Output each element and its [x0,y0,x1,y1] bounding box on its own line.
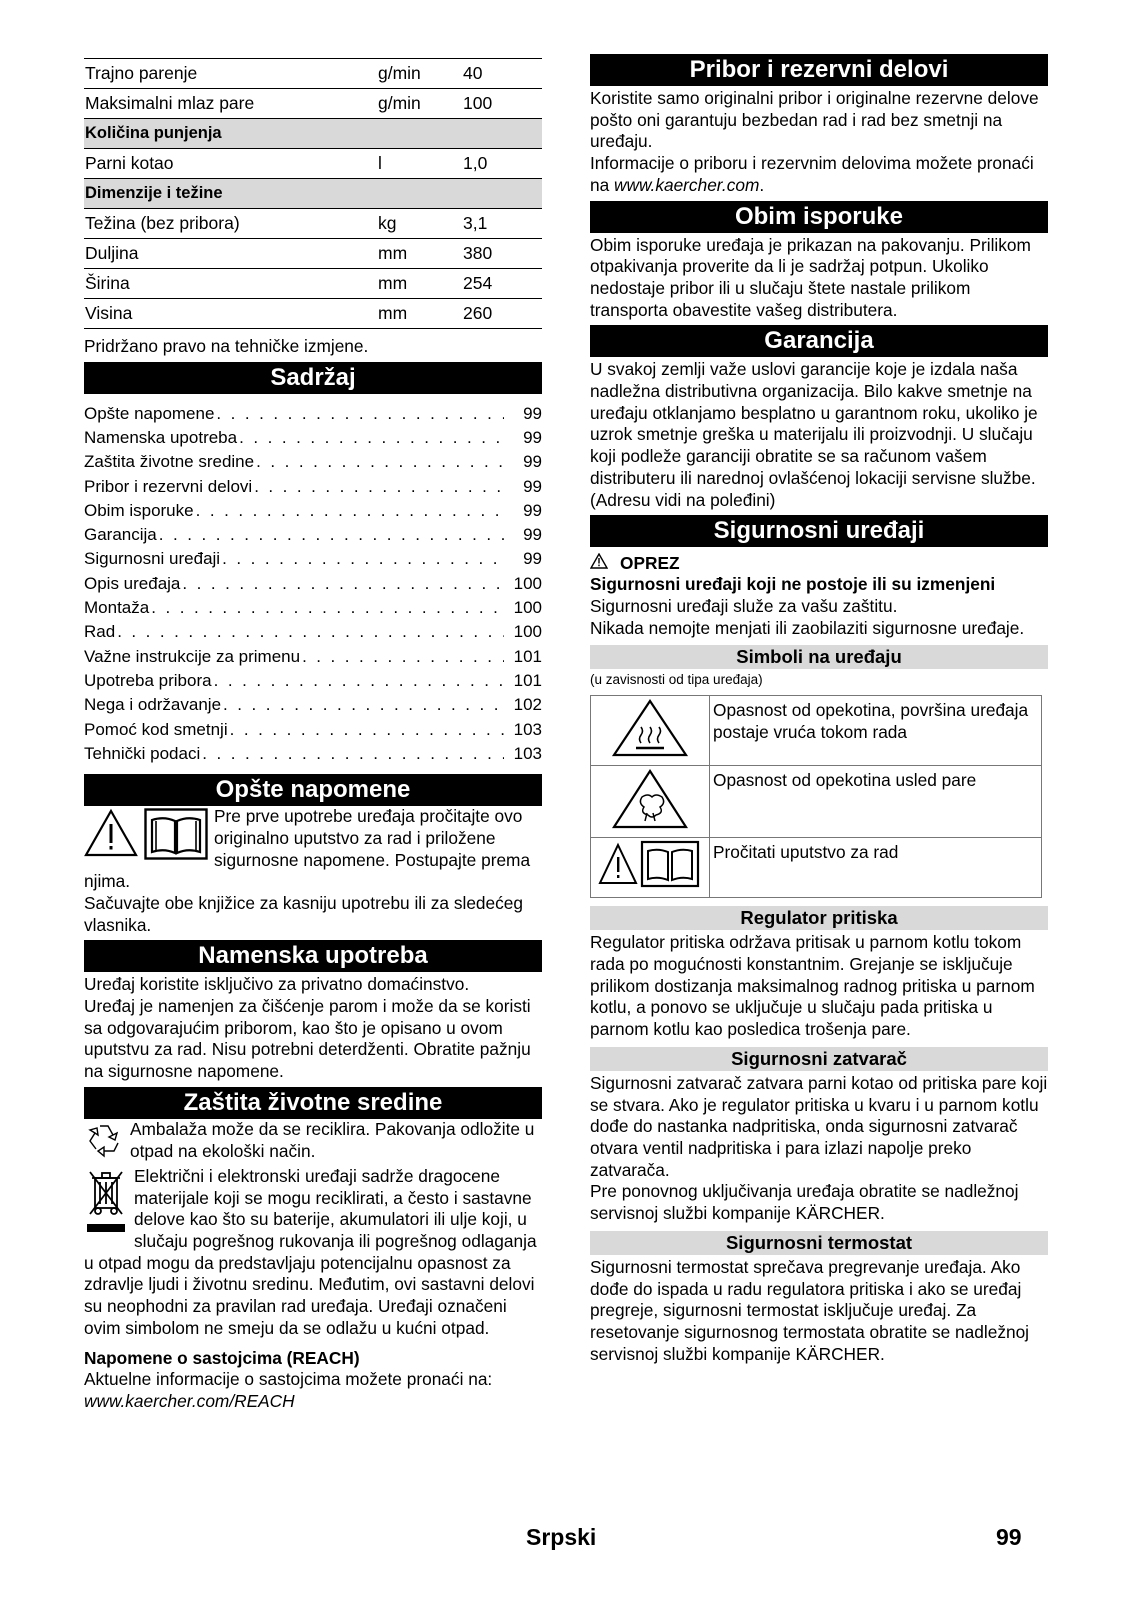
toc-leader-dots [202,742,504,766]
toc-entry[interactable] [84,596,542,620]
toc-entry-title: Opšte napomene [84,403,215,423]
toc-entry-page: 99 [523,476,542,496]
table-row [84,89,542,119]
toc-entry-page: 99 [523,452,542,472]
table-cell-value: 3,1 [462,209,542,239]
namenska-heading: Namenska upotreba [84,940,542,972]
toc-leader-dots [256,450,504,474]
zastita-recycling [84,1119,542,1162]
caution-title: Sigurnosni uređaji koji ne postoje ili su izmenjeni [590,574,996,595]
table-row [84,269,542,299]
toc-entry-title: Upotreba pribora [84,670,212,690]
toc-entry[interactable] [84,426,542,450]
toc-entry-page: 100 [513,598,542,618]
table-cell-label: Parni kotao [84,149,377,179]
sigurnosni-text-1: Sigurnosni uređaji služe za vašu zaštitu. [590,595,898,616]
caution-line [590,552,1048,574]
namenska-text-1: Uređaj koristite isključivo za privatno domaćinstvo. [84,974,470,995]
table-cell-value: 1,0 [462,149,542,179]
table-cell-unit: mm [377,299,462,329]
pribor-text-1: Koristite samo originalni pribor i originalne rezervne delove pošto oni garantuju bezbedan rad i rad bez smetnji na uređaju. [590,88,1039,152]
toc-leader-dots [117,620,504,644]
read-manual-icon [144,808,208,865]
table-cell-value: 380 [462,239,542,269]
pribor-heading: Pribor i rezervni delovi [590,54,1048,86]
toc-entry[interactable] [84,718,542,742]
toc-entry-page: 101 [513,670,542,690]
toc-entry[interactable] [84,475,542,499]
kaercher-link[interactable]: www.kaercher.com [614,174,760,195]
table-cell-unit: mm [377,269,462,299]
right-column [590,54,1048,1365]
toc-entry[interactable] [84,402,542,426]
table-row [84,299,542,329]
zastita-heading: Zaštita životne sredine [84,1087,542,1119]
toc-entry-page: 103 [513,719,542,739]
technical-data-table [84,58,542,329]
garancija-text-2: (Adresu vidi na poleđini) [590,489,776,510]
spec-note: Pridržano pravo na tehničke izmjene. [84,336,369,356]
toc-entry-page: 99 [523,500,542,520]
garancija-text-1: U svakoj zemlji važe uslovi garancije koje je izdala naša nadležna distributivna organizacija. Bilo kakve smetnje na uređaju otklanjamo besplatno u garantnom roku, ukoliko je uzrok smetnje greška u materijalu ili proizvodnji. U slučaju koji podleže garanciji obratite se sa računom vašem distributeru ili narednoj ovlašćenoj lokaciji servisne službe. [590,359,1038,488]
toc-entry-page: 99 [523,525,542,545]
toc-entry-title: Opis uređaja [84,573,181,593]
table-cell-label: Maksimalni mlaz pare [84,89,377,119]
reach-text: Aktuelne informacije o sastojcima možete pronaći na: [84,1369,493,1390]
toc-leader-dots [159,523,504,547]
symbol-row [591,838,1042,898]
toc-leader-dots [223,693,504,717]
sigurnosni-heading: Sigurnosni uređaji [590,515,1048,547]
toc-entry[interactable] [84,669,542,693]
opste-text-2: Sačuvajte obe knjižice za kasniju upotrebu ili za sledećeg vlasnika. [84,892,524,935]
opste-icons [84,808,208,865]
symbol-text: Opasnost od opekotina, površina uređaja postaje vruća tokom rada [710,696,1042,766]
left-column [84,58,542,1413]
toc-leader-dots [182,572,504,596]
toc-leader-dots [230,718,504,742]
table-row [84,209,542,239]
reach-link[interactable]: www.kaercher.com/REACH [84,1390,295,1411]
table-cell-label: Širina [84,269,377,299]
toc-entry[interactable] [84,450,542,474]
toc-entry-title: Obim isporuke [84,500,194,520]
table-cell-unit: g/min [377,59,462,89]
toc-heading: Sadržaj [84,362,542,394]
toc-entry-title: Zaštita životne sredine [84,452,255,472]
symbol-row [591,766,1042,838]
toc-leader-dots [216,402,504,426]
table-row [84,149,542,179]
table-section-row [84,119,542,149]
toc-entry-title: Garancija [84,525,157,545]
read-manual-icon [591,838,710,898]
table-cell-label: Količina punjenja [84,119,377,149]
table-cell-value [462,179,542,209]
termostat-heading: Sigurnosni termostat [590,1231,1048,1255]
toc-leader-dots [196,499,504,523]
toc-entry-page: 102 [513,695,542,715]
table-row [84,59,542,89]
termostat-text: Sigurnosni termostat sprečava pregrevanje uređaja. Ako dođe do ispada u radu regulatora pritiska i ako se uređaj pregreje, sigurnosni termostat isključuje uređaj. Za resetovanje sigurnosnog termostata obratite se nadležnoj servisnoj službi kompanije KÄRCHER. [590,1256,1030,1364]
zastita-weee [84,1166,542,1340]
opste-section [84,806,542,936]
toc-entry-page: 99 [523,549,542,569]
reach-heading: Napomene o sastojcima (REACH) [84,1347,360,1368]
namenska-text-2: Uređaj je namenjen za čišćenje parom i može da se koristi sa odgovarajućim priborom, kao što je opisano u ovom uputstvu za rad. Nisu potrebni deterdženti. Obratite pažnju na sigurnosne napomene. [84,996,531,1082]
steam-burn-warning-icon [591,766,710,838]
simboli-note: (u zavisnosti od tipa uređaja) [590,672,763,688]
table-cell-unit [377,119,462,149]
table-cell-unit: kg [377,209,462,239]
warning-triangle-icon [84,808,138,865]
toc-entry-title: Montaža [84,598,150,618]
regulator-text: Regulator pritiska održava pritisak u parnom kotlu tokom rada po mogućnosti konstantnim. Grejanje se isključuje prilikom dostizanja maksimalnog radnog pritiska u parnom kotlu, a ponovo se uključuje u slučaju pada pritiska u parnom kotlu kao posledica trošenja pare. [590,932,1035,1040]
table-row [84,239,542,269]
crossed-bin-icon [84,1168,128,1241]
pribor-text-2-pre: Informacije o priboru i rezervnim delovima možete pronaći na [590,153,1034,195]
pribor-text-2-post: . [759,174,765,195]
table-section-row [84,179,542,209]
toc-leader-dots [239,426,504,450]
symbol-text: Opasnost od opekotina usled pare [710,766,1042,838]
toc-leader-dots [151,596,504,620]
table-cell-label: Duljina [84,239,377,269]
toc-entry-page: 103 [513,743,542,763]
toc-entry-page: 101 [513,646,542,666]
simboli-heading: Simboli na uređaju [590,645,1048,669]
toc-leader-dots [222,547,504,571]
table-cell-unit [377,179,462,209]
toc-entry-title: Sigurnosni uređaji [84,549,221,569]
toc-entry-title: Važne instrukcije za primenu [84,646,301,666]
table-cell-label: Težina (bez pribora) [84,209,377,239]
table-cell-value: 40 [462,59,542,89]
recycling-icon [84,1121,124,1166]
toc-entry[interactable] [84,693,542,717]
symbol-row [591,696,1042,766]
toc-leader-dots [214,669,504,693]
sigurnosni-text-2: Nikada nemojte menjati ili zaobilaziti sigurnosne uređaje. [590,617,1025,638]
toc-entry-page: 99 [523,428,542,447]
garancija-heading: Garancija [590,325,1048,357]
pribor-text-2 [590,153,1048,196]
caution-label: OPREZ [620,552,680,573]
toc-entry-title: Pribor i rezervni delovi [84,476,253,496]
toc-entry-page: 100 [513,622,542,642]
toc-entry-title: Tehnički podaci [84,743,201,763]
regulator-heading: Regulator pritiska [590,906,1048,930]
zatvarac-text-2: Pre ponovnog uključivanja uređaja obratite se nadležnoj servisnoj službi kompanije KÄRCHER. [590,1181,1019,1224]
toc-entry-title: Rad [84,622,116,642]
table-cell-value: 100 [462,89,542,119]
toc-entry[interactable] [84,547,542,571]
opste-heading: Opšte napomene [84,774,542,806]
table-cell-unit: mm [377,239,462,269]
toc-entry-title: Pomoć kod smetnji [84,719,228,739]
toc-leader-dots [254,475,504,499]
footer-language: Srpski [526,1524,597,1550]
toc-entry-page: 99 [523,403,542,423]
toc-entry[interactable] [84,499,542,523]
toc-entry-title: Namenska upotreba [84,428,238,447]
toc-entry[interactable] [84,572,542,596]
table-cell-label: Visina [84,299,377,329]
opste-text-1: Pre prve upotrebe uređaja pročitajte ovo originalno uputstvo za rad i priložene sigurnosne napomene. Postupajte prema njima. [84,806,531,892]
table-cell-unit: l [377,149,462,179]
obim-heading: Obim isporuke [590,201,1048,233]
toc-entry-page: 100 [513,573,542,593]
table-cell-label: Trajno parenje [84,59,377,89]
zastita-text-1: Ambalaža može da se reciklira. Pakovanja odložite u otpad na ekološki način. [130,1118,535,1161]
hot-surface-warning-icon [591,696,710,766]
toc-entry[interactable] [84,742,542,766]
table-cell-unit: g/min [377,89,462,119]
table-of-contents [84,402,542,766]
symbols-table [590,695,1042,898]
zatvarac-text-1: Sigurnosni zatvarač zatvara parni kotao od pritiska pare koji se stvara. Ako je regulator pritiska u kvaru i u parnom kotlu dođe do nastanka nadpritiska, onda sigurnosni zatvarač otvara ventil nadpritiska i para izlazi napolje preko zatvarača. [590,1072,1048,1180]
toc-entry[interactable] [84,523,542,547]
symbol-text: Pročitati uputstvo za rad [710,838,1042,898]
table-cell-label: Dimenzije i težine [84,179,377,209]
caution-triangle-icon [590,553,608,574]
toc-entry[interactable] [84,645,542,669]
table-cell-value: 260 [462,299,542,329]
toc-entry-title: Nega i održavanje [84,695,222,715]
page-number: 99 [996,1524,1022,1550]
obim-text: Obim isporuke uređaja je prikazan na pakovanju. Prilikom otpakivanja proverite da li je sadržaj potpun. Ukoliko nedostaje pribor ili u slučaju štete nastale prilikom transporta obavestite vašeg distributera. [590,234,1031,320]
toc-leader-dots [302,645,504,669]
table-cell-value [462,119,542,149]
zatvarac-heading: Sigurnosni zatvarač [590,1047,1048,1071]
zastita-text-2: Električni i elektronski uređaji sadrže dragocene materijale koji se mogu reciklirati, a često i sastavne delove kao što su baterije, akumulatori ili ulje koji, u slučaju pogrešnog rukovanja ili pogrešnog odlaganja u otpad mogu da predstavljaju potencijalnu opasnost za zdravlje ljudi i životnu sredinu. Međutim, ovi sastavni delovi su neophodni za pravilan rad uređaja. Uređaji označeni ovim simbolom ne smeju da se odlažu u kućni otpad. [84,1165,537,1338]
toc-entry[interactable] [84,620,542,644]
table-cell-value: 254 [462,269,542,299]
